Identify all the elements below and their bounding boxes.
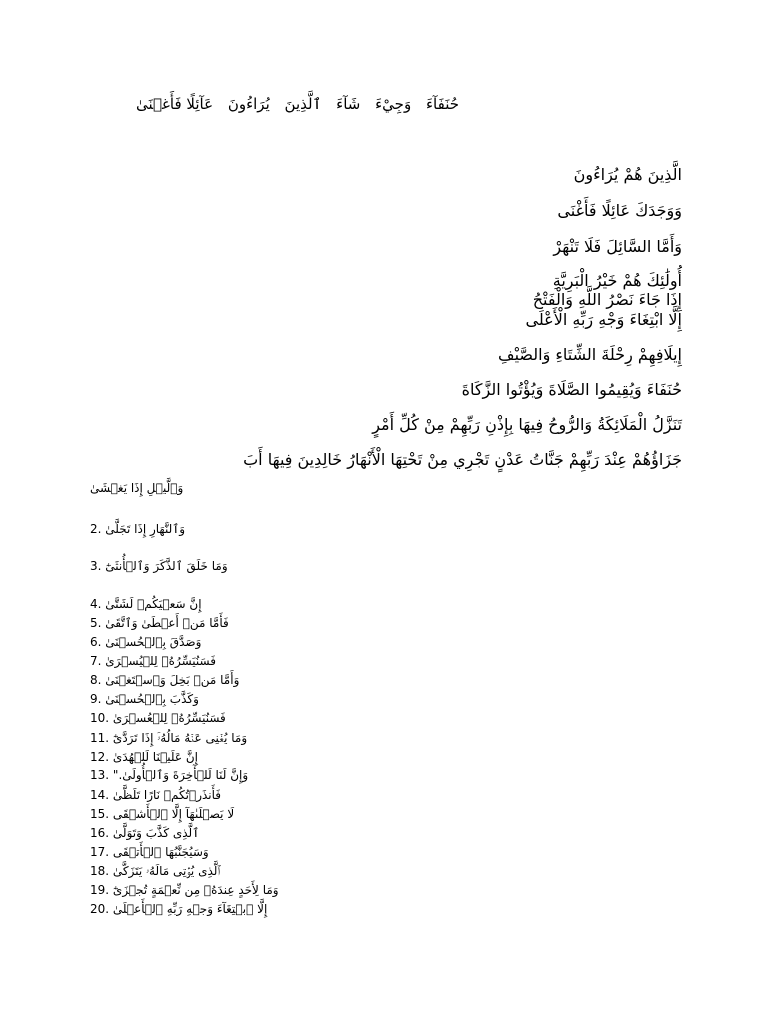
word-6: حُنَفَآءَ	[425, 95, 459, 113]
list-item	[90, 480, 183, 496]
list-item-number: 2.	[90, 522, 102, 536]
list-item-number: 6.	[90, 635, 102, 649]
list-item-text: لَا يَصۡلَىٰهَآ إِلَّا ٱلۡأَشۡقَى	[112, 807, 235, 821]
list-item-text: ٱلَّذِى كَذَّبَ وَتَوَلَّىٰ	[112, 826, 200, 840]
list-item	[90, 596, 202, 612]
list-item-text: فَسَنُيَسِّرُهُۥ لِلۡعُسۡرَىٰ	[112, 711, 226, 725]
word-2: يُرَاءُونَ	[227, 95, 270, 113]
list-item-text: وَإِنَّ لَنَا لَلۡأٓخِرَةَ وَٱلۡأُولَىٰ."	[112, 768, 249, 782]
list-item	[90, 691, 199, 707]
word-4: شَآءَ	[336, 95, 361, 113]
list-item	[90, 844, 209, 860]
list-item	[90, 558, 228, 574]
list-item	[90, 806, 234, 822]
verse-line: إِذَا جَاءَ نَصْرُ اللَّهِ وَالْفَتْحُ	[532, 290, 682, 309]
verse-line: الَّذِينَ هُمْ يُرَاءُونَ	[573, 165, 682, 184]
word-1: عَآئِلًا فَأَغۡنَىٰ	[136, 95, 214, 113]
list-item-text: وَٱلَّيۡلِ إِذَا يَغۡشَىٰ	[90, 481, 184, 495]
verse-line: وَأَمَّا السَّائِلَ فَلَا تَنْهَرْ	[553, 237, 682, 256]
list-item	[90, 710, 226, 726]
list-item	[90, 730, 247, 746]
verse-line: أُولَٰئِكَ هُمْ خَيْرُ الْبَرِيَّةِ	[552, 271, 682, 290]
list-item-number: 13.	[90, 768, 110, 782]
list-item-number: 12.	[90, 750, 110, 764]
list-item-number: 9.	[90, 692, 102, 706]
list-item-text: إِنَّ عَلَيۡنَا لَلۡهُدَىٰ	[112, 750, 198, 764]
list-item	[90, 767, 248, 783]
list-item	[90, 825, 199, 841]
list-item	[90, 634, 201, 650]
list-item-text: فَأَنذَرۡتُكُمۡ نَارًا تَلَظَّىٰ	[112, 788, 222, 802]
list-item-number: 15.	[90, 807, 110, 821]
list-item	[90, 787, 221, 803]
verse-line: جَزَاؤُهُمْ عِنْدَ رَبِّهِمْ جَنَّاتُ عَدْنٍ تَجْرِي مِنْ تَحْتِهَا الْأَنْهَارُ خَالِدِينَ فِيهَا أَبَ	[243, 450, 682, 469]
list-item-number: 10.	[90, 711, 110, 725]
list-item-text: وَمَا يُغۡنِى عَنۡهُ مَالُهُۥٓ إِذَا تَرَدَّىٰٓ	[112, 731, 248, 745]
verse-line: حُنَفَاءَ وَيُقِيمُوا الصَّلَاةَ وَيُؤْتُوا الزَّكَاةَ	[461, 380, 682, 399]
verse-line: وَوَجَدَكَ عَائِلًا فَأَغْنَى	[557, 201, 682, 220]
list-item	[90, 901, 267, 917]
list-item	[90, 653, 216, 669]
verse-line: تَنَزَّلُ الْمَلَائِكَةُ وَالرُّوحُ فِيهَا بِإِذْنِ رَبِّهِمْ مِنْ كُلِّ أَمْرٍ	[372, 415, 682, 434]
list-item-number: 14.	[90, 788, 110, 802]
list-item-text: وَمَا خَلَقَ ٱلذَّكَرَ وَٱلۡأُنثَىٰٓ	[105, 559, 228, 573]
list-item-text: وَصَدَّقَ بِٱلۡحُسۡنَىٰ	[105, 635, 202, 649]
list-item-number: 5.	[90, 616, 102, 630]
list-item-text: وَٱلنَّهَارِ إِذَا تَجَلَّىٰ	[105, 522, 186, 536]
list-item-number: 20.	[90, 902, 110, 916]
list-item	[90, 863, 220, 879]
list-item-text: وَسَيُجَنَّبُهَا ٱلۡأَتۡقَى	[112, 845, 209, 859]
list-item	[90, 882, 279, 898]
word-5: وَجِيْءَ	[375, 95, 412, 113]
list-item	[90, 521, 185, 537]
list-item-text: وَكَذَّبَ بِٱلۡحُسۡنَىٰ	[105, 692, 199, 706]
list-item-number: 17.	[90, 845, 110, 859]
list-item-text: ٱلَّذِى يُؤۡتِى مَالَهُۥ يَتَزَكَّىٰ	[112, 864, 221, 878]
list-item	[90, 749, 198, 765]
word-list-line	[88, 92, 459, 116]
list-item-text: وَمَا لِأَحَدٍ عِندَهُۥ مِن نِّعۡمَةٍ تُجۡزَىٰٓ	[112, 883, 279, 897]
list-item	[90, 672, 239, 688]
list-item-number: 7.	[90, 654, 102, 668]
list-item	[90, 615, 229, 631]
list-item-text: إِنَّ سَعۡيَكُمۡ لَشَتَّىٰ	[105, 597, 202, 611]
list-item-text: إِلَّا ٱبۡتِغَآءَ وَجۡهِ رَبِّهِ ٱلۡأَعۡلَىٰ	[112, 902, 268, 916]
word-3: ٱلَّذِينَ	[284, 95, 322, 113]
list-item-number: 18.	[90, 864, 110, 878]
list-item-number: 4.	[90, 597, 102, 611]
list-item-number: 8.	[90, 673, 102, 687]
verse-line: إِيلَافِهِمْ رِحْلَةَ الشِّتَاءِ وَالصَّيْفِ	[498, 345, 682, 364]
list-item-text: فَأَمَّا مَنۡ أَعۡطَىٰ وَٱتَّقَىٰ	[105, 616, 229, 630]
list-item-number: 19.	[90, 883, 110, 897]
list-item-text: وَأَمَّا مَنۢ بَخِلَ وَٱسۡتَغۡنَىٰ	[105, 673, 240, 687]
verse-line: إِلَّا ابْتِغَاءَ وَجْهِ رَبِّهِ الْأَعْلَى	[525, 310, 682, 329]
list-item-number: 11.	[90, 731, 110, 745]
list-item-text: فَسَنُيَسِّرُهُۥ لِلۡيُسۡرَىٰ	[105, 654, 216, 668]
list-item-number: 16.	[90, 826, 110, 840]
list-item-number: 3.	[90, 559, 102, 573]
